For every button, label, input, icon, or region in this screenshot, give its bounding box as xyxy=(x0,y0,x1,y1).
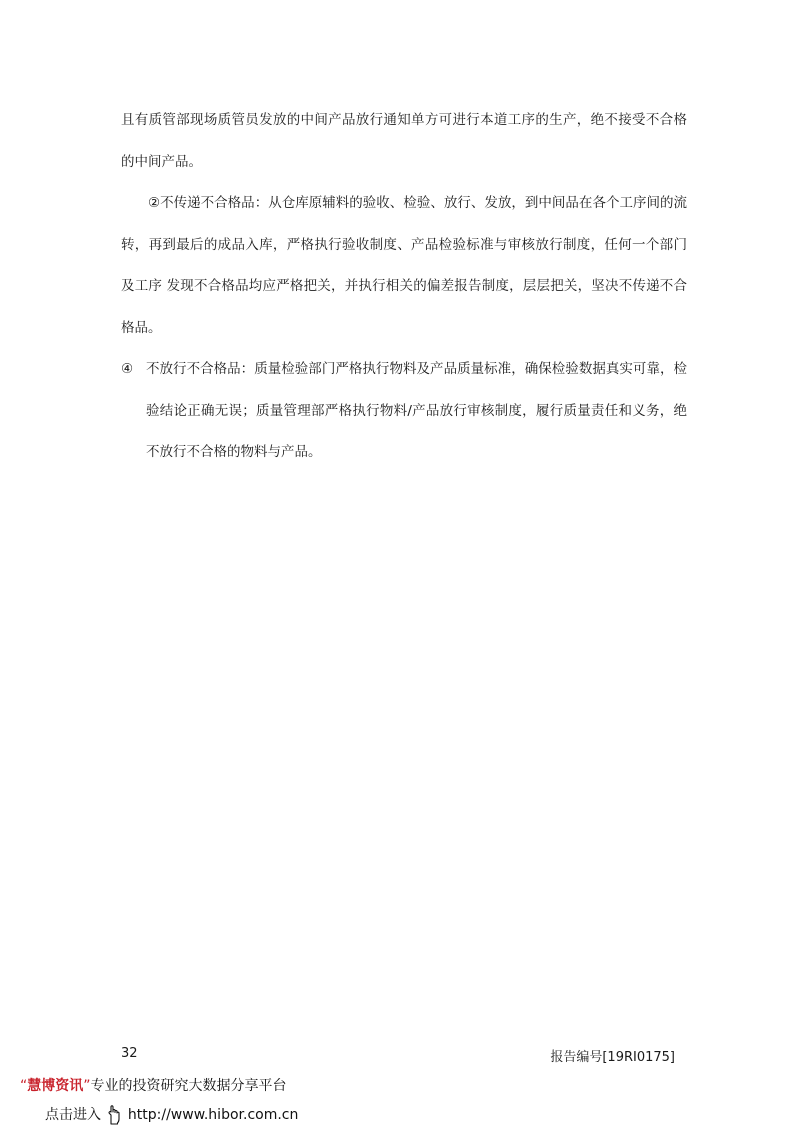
item-4-marker: ④ xyxy=(121,361,134,377)
enter-label: 点击进入 xyxy=(45,1107,101,1123)
page-number: 32 xyxy=(121,1046,138,1061)
document-body xyxy=(121,100,687,474)
item-2-marker: ② xyxy=(148,195,161,211)
quote-close: ” xyxy=(83,1078,91,1094)
pointing-hand-icon[interactable] xyxy=(107,1105,121,1129)
brand-name[interactable]: 慧博资讯 xyxy=(27,1078,84,1094)
item-4-text: 不放行不合格品：质量检验部门严格执行物料及产品质量标准，确保检验数据真实可靠，检验结论正确无误；质量管理部严格执行物料/产品放行审核制度，履行质量责任和义务，绝不放行不合格的物料与产品。 xyxy=(146,361,687,460)
brand-tagline xyxy=(20,1075,287,1095)
paragraph-continued: 且有质管部现场质管员发放的中间产品放行通知单方可进行本道工序的生产，绝不接受不合格的中间产品。 xyxy=(121,112,687,170)
tagline-text: 专业的投资研究大数据分享平台 xyxy=(90,1078,287,1094)
site-url-link[interactable]: http://www.hibor.com.cn xyxy=(127,1107,299,1123)
report-number: 报告编号[19RI0175] xyxy=(550,1050,675,1065)
list-item-2 xyxy=(121,183,687,349)
site-link-line xyxy=(45,1104,298,1129)
item-2-text: 不传递不合格品：从仓库原辅料的验收、检验、放行、发放，到中间品在各个工序间的流转，再到最后的成品入库，严格执行验收制度、产品检验标准与审核放行制度，任何一个部门及工序 发现不合格品均应严格把关，并执行相关的偏差报告制度，层层把关，坚决不传递不合格品。 xyxy=(121,195,688,336)
list-item-4 xyxy=(121,349,687,474)
quote-open: “ xyxy=(20,1078,28,1094)
